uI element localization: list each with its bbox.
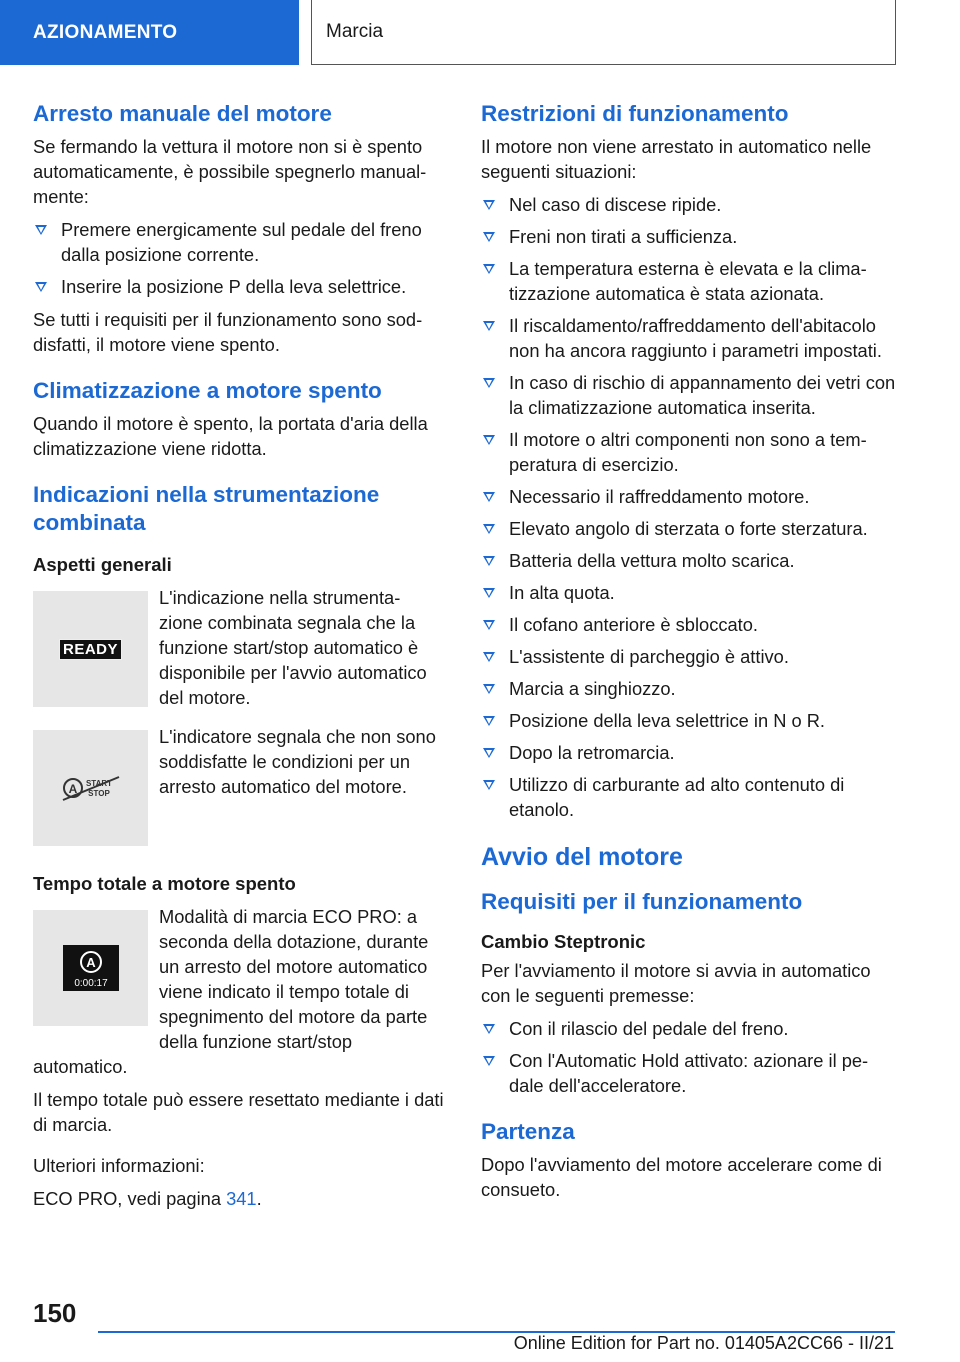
heading-arresto: Arresto manuale del motore — [33, 101, 332, 126]
list-item: L'assistente di parcheggio è attivo. — [481, 644, 897, 669]
triangle-bullet-icon — [483, 232, 495, 242]
svg-text:A: A — [85, 955, 96, 970]
heading-restrizioni: Restrizioni di funzionamento — [481, 101, 789, 126]
ready-indicator-figure — [33, 591, 148, 707]
triangle-bullet-icon — [35, 225, 47, 235]
tempo-reset: Il tempo totale può essere resettato mediante i dati di marcia. — [33, 1089, 444, 1135]
auto-start-stop-crossed-icon — [61, 773, 121, 803]
triangle-bullet-icon — [483, 620, 495, 630]
list-item: Freni non tirati a sufficienza. — [481, 224, 897, 249]
triangle-bullet-icon — [483, 1056, 495, 1066]
triangle-bullet-icon — [483, 1024, 495, 1034]
triangle-bullet-icon — [483, 200, 495, 210]
triangle-bullet-icon — [483, 780, 495, 790]
triangle-bullet-icon — [483, 556, 495, 566]
list-item: Inserire la posizione P della leva selettrice. — [33, 274, 446, 299]
triangle-bullet-icon — [483, 684, 495, 694]
arresto-intro: Se fermando la vettura il motore non si è spento automaticamente, è possibile spegnerlo manual- mente: — [33, 136, 427, 207]
restrizioni-intro: Il motore non viene arrestato in automatico nelle seguenti situazioni: — [481, 136, 872, 182]
chapter-title: AZIONAMENTO — [33, 21, 178, 43]
heading-indicazioni: Indicazioni nella strumentazione combinata — [33, 482, 380, 535]
svg-text:STOP: STOP — [87, 789, 110, 798]
triangle-bullet-icon — [483, 321, 495, 331]
list-item: Elevato angolo di sterzata o forte sterzatura. — [481, 516, 897, 541]
list-item: Dopo la retromarcia. — [481, 740, 897, 765]
subheading-steptronic: Cambio Steptronic — [481, 931, 646, 952]
svg-text:START: START — [85, 779, 112, 788]
ready-figure-row — [33, 585, 446, 710]
tempo-more: Ulteriori informazioni: — [33, 1155, 205, 1176]
heading-partenza: Partenza — [481, 1119, 575, 1144]
avvio-list — [481, 1016, 897, 1098]
arresto-list — [33, 217, 446, 299]
list-item: Premere energicamente sul pedale del freno dalla posizione corrente. — [33, 217, 446, 267]
heading-requisiti: Requisiti per il funzionamento — [481, 889, 803, 914]
triangle-bullet-icon — [483, 435, 495, 445]
chapter-tab — [0, 0, 299, 65]
timer-figure-row — [33, 904, 446, 1079]
restrizioni-list — [481, 192, 897, 822]
heading-clima: Climatizzazione a motore spento — [33, 378, 382, 403]
svg-text:0:00:17: 0:00:17 — [73, 978, 108, 989]
list-item: Posizione della leva selettrice in N o R. — [481, 708, 897, 733]
section-tab — [311, 0, 896, 65]
heading-avvio: Avvio del motore — [481, 843, 683, 871]
list-item: In caso di rischio di appannamento dei vetri con la climatizzazione automatica inserita. — [481, 370, 897, 420]
list-item: Il riscaldamento/raffreddamento dell'abitacolo non ha ancora raggiunto i parametri impostati. — [481, 313, 897, 363]
list-item: Il motore o altri componenti non sono a tem- peratura di esercizio. — [481, 427, 897, 477]
avvio-intro: Per l'avviamento il motore si avvia in automatico con le seguenti premesse: — [481, 960, 871, 1006]
triangle-bullet-icon — [483, 652, 495, 662]
list-item: Batteria della vettura molto scarica. — [481, 548, 897, 573]
list-item: Il cofano anteriore è sbloccato. — [481, 612, 897, 637]
edition-note: Online Edition for Part no. 01405A2CC66 - II/21 — [513, 1333, 894, 1353]
right-column — [481, 100, 897, 1210]
page-reference-link[interactable]: 341 — [226, 1188, 257, 1209]
partenza-text: Dopo l'avviamento del motore accelerare come di consueto. — [481, 1154, 882, 1200]
list-item: Con il rilascio del pedale del freno. — [481, 1016, 897, 1041]
subheading-tempo: Tempo totale a motore spento — [33, 873, 296, 894]
list-item: Necessario il raffreddamento motore. — [481, 484, 897, 509]
list-item: Marcia a singhiozzo. — [481, 676, 897, 701]
startstop-indicator-figure — [33, 730, 148, 846]
clima-text: Quando il motore è spento, la portata d'aria della climatizzazione viene ridotta. — [33, 413, 428, 459]
left-column — [33, 100, 446, 1219]
list-item: Utilizzo di carburante ad alto contenuto di etanolo. — [481, 772, 897, 822]
timer-indicator-figure — [33, 910, 148, 1026]
section-title: Marcia — [326, 21, 384, 42]
subheading-aspetti: Aspetti generali — [33, 554, 172, 575]
page-number: 150 — [33, 1298, 77, 1328]
triangle-bullet-icon — [35, 282, 47, 292]
list-item: In alta quota. — [481, 580, 897, 605]
tempo-reference: ECO PRO, vedi pagina 341. — [33, 1188, 262, 1209]
list-item: Nel caso di discese ripide. — [481, 192, 897, 217]
triangle-bullet-icon — [483, 264, 495, 274]
startstop-text: L'indicatore segnala che non sono soddisfatte le condizioni per un arresto automatico del motore. — [159, 726, 436, 797]
triangle-bullet-icon — [483, 588, 495, 598]
triangle-bullet-icon — [483, 716, 495, 726]
auto-start-stop-timer-icon — [63, 945, 119, 991]
svg-text:A: A — [68, 782, 77, 796]
triangle-bullet-icon — [483, 378, 495, 388]
ready-icon: READY — [59, 639, 122, 660]
ready-text: L'indicazione nella strumenta- zione combinata segnala che la funzione start/stop automatico è disponibile per l'avvio automatico del motore. — [159, 587, 427, 708]
triangle-bullet-icon — [483, 748, 495, 758]
startstop-figure-row — [33, 724, 446, 846]
arresto-outro: Se tutti i requisiti per il funzionamento sono sod- disfatti, il motore viene spento. — [33, 309, 423, 355]
list-item: La temperatura esterna è elevata e la clima- tizzazione automatica è stata azionata. — [481, 256, 897, 306]
triangle-bullet-icon — [483, 492, 495, 502]
triangle-bullet-icon — [483, 524, 495, 534]
tempo-text: Modalità di marcia ECO PRO: a seconda della dotazione, durante un arresto del motore automatico viene indicato il tempo totale di spegnimento del motore da parte della funzione start/stop automatico. — [33, 906, 429, 1077]
list-item: Con l'Automatic Hold attivato: azionare il pe- dale dell'acceleratore. — [481, 1048, 897, 1098]
